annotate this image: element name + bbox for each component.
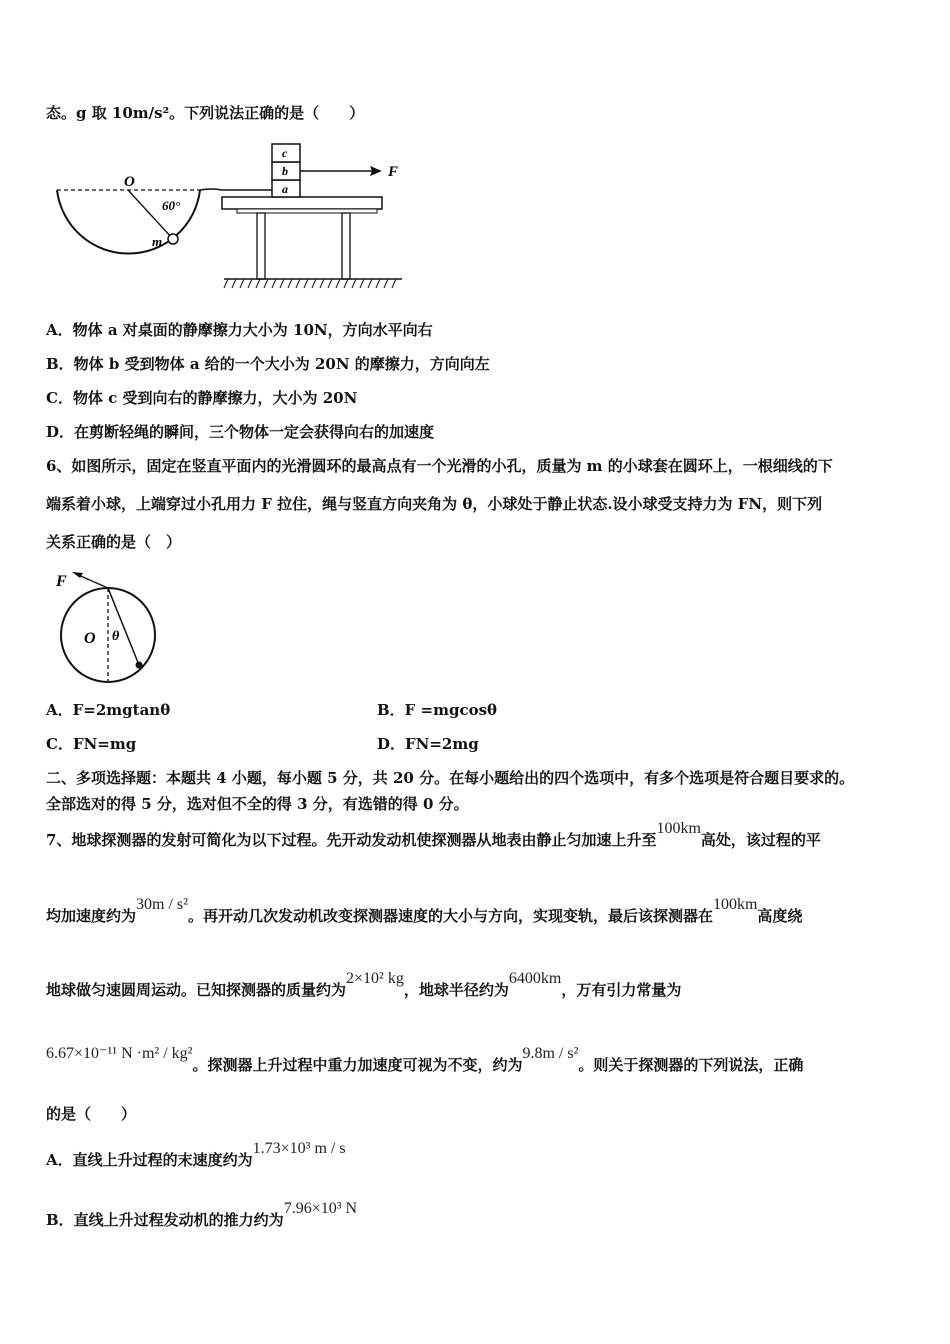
- section2-heading-cont: 全部选对的得 5 分，选对但不全的得 3 分，有选错的得 0 分。: [46, 795, 469, 813]
- q5-figure: [52, 140, 412, 300]
- q7-line1: 7、地球探测器的发射可简化为以下过程。先开动发动机使探测器从地表由静止匀加速上升至100km高处，该过程的平: [46, 820, 821, 849]
- string-line: [108, 588, 139, 665]
- label-O: O: [84, 630, 96, 647]
- math-gravitational-constant: 6.67×10⁻¹¹ N ·m² / kg²: [46, 1045, 193, 1062]
- q6-stem-line1: 6、如图所示，固定在竖直平面内的光滑圆环的最高点有一个光滑的小孔，质量为 m 的小球套在圆环上，一根细线的下: [46, 457, 833, 475]
- label-b: b: [282, 164, 288, 178]
- q6-stem-line3: 关系正确的是（ ）: [46, 533, 182, 551]
- q6-stem-line2: 端系着小球，上端穿过小孔用力 F 拉住，绳与竖直方向夹角为 θ，小球处于静止状态.设小球受支持力为 FN，则下列: [46, 495, 823, 513]
- q5-option-d: D．在剪断轻绳的瞬间，三个物体一定会获得向右的加速度: [46, 423, 435, 441]
- label-theta: θ: [112, 629, 120, 644]
- q6-figure: [52, 568, 162, 683]
- small-ball: [168, 234, 178, 244]
- math-final-velocity: 1.73×10³ m / s: [252, 1140, 346, 1157]
- math-100km-2: 100km: [712, 896, 758, 913]
- table-leg-right: [342, 213, 350, 279]
- q7-line5: 的是（ ）: [46, 1105, 137, 1123]
- math-acceleration: 30m / s²: [136, 896, 188, 913]
- label-F: F: [56, 573, 67, 590]
- q6-option-c: C．FN=mg: [46, 735, 137, 753]
- math-thrust: 7.96×10³ N: [283, 1200, 358, 1217]
- q5-option-a: A．物体 a 对桌面的静摩擦力大小为 10N，方向水平向右: [46, 321, 433, 339]
- q5-option-b: B．物体 b 受到物体 a 给的一个大小为 20N 的摩擦力，方向向左: [46, 355, 490, 373]
- q7-option-b: B．直线上升过程发动机的推力约为7.96×10³ N: [46, 1200, 358, 1229]
- label-c: c: [282, 146, 288, 160]
- q6-option-b: B．F =mgcosθ: [377, 701, 498, 719]
- label-m: m: [152, 234, 163, 249]
- q6-option-d: D．FN=2mg: [377, 735, 479, 753]
- q5-stem-tail: 态。g 取 10m/s²。下列说法正确的是（ ）: [46, 104, 365, 122]
- ring-ball: [136, 662, 143, 669]
- q7-line3: 地球做匀速圆周运动。已知探测器的质量约为2×10² kg，地球半径约为6400km，万有引力常量为: [46, 970, 682, 999]
- math-radius: 6400km: [508, 970, 562, 987]
- table-top: [222, 197, 382, 209]
- label-angle: 60°: [162, 198, 181, 213]
- q6-option-a: A．F=2mgtanθ: [46, 701, 171, 719]
- label-a: a: [282, 182, 288, 196]
- q7-line2: 均加速度约为30m / s²。再开动几次发动机改变探测器速度的大小与方向，实现变轨，最后该探测器在100km高度绕: [46, 896, 803, 925]
- q7-line4: 6.67×10⁻¹¹ N ·m² / kg²。探测器上升过程中重力加速度可视为不变，约为9.8m / s²。则关于探测器的下列说法，正确: [46, 1045, 804, 1074]
- math-100km: 100km: [656, 820, 701, 837]
- label-O: O: [124, 174, 135, 190]
- q7-option-a: A．直线上升过程的末速度约为1.73×10³ m / s: [46, 1140, 346, 1169]
- section2-heading: 二、多项选择题：本题共 4 小题，每小题 5 分，共 20 分。在每小题给出的四个选项中，有多个选项是符合题目要求的。: [46, 769, 855, 787]
- label-F: F: [388, 164, 399, 180]
- math-gravity: 9.8m / s²: [522, 1045, 579, 1062]
- math-mass: 2×10² kg: [346, 970, 404, 987]
- q5-option-c: C．物体 c 受到向右的静摩擦力，大小为 20N: [46, 389, 358, 407]
- table-leg-left: [257, 213, 265, 279]
